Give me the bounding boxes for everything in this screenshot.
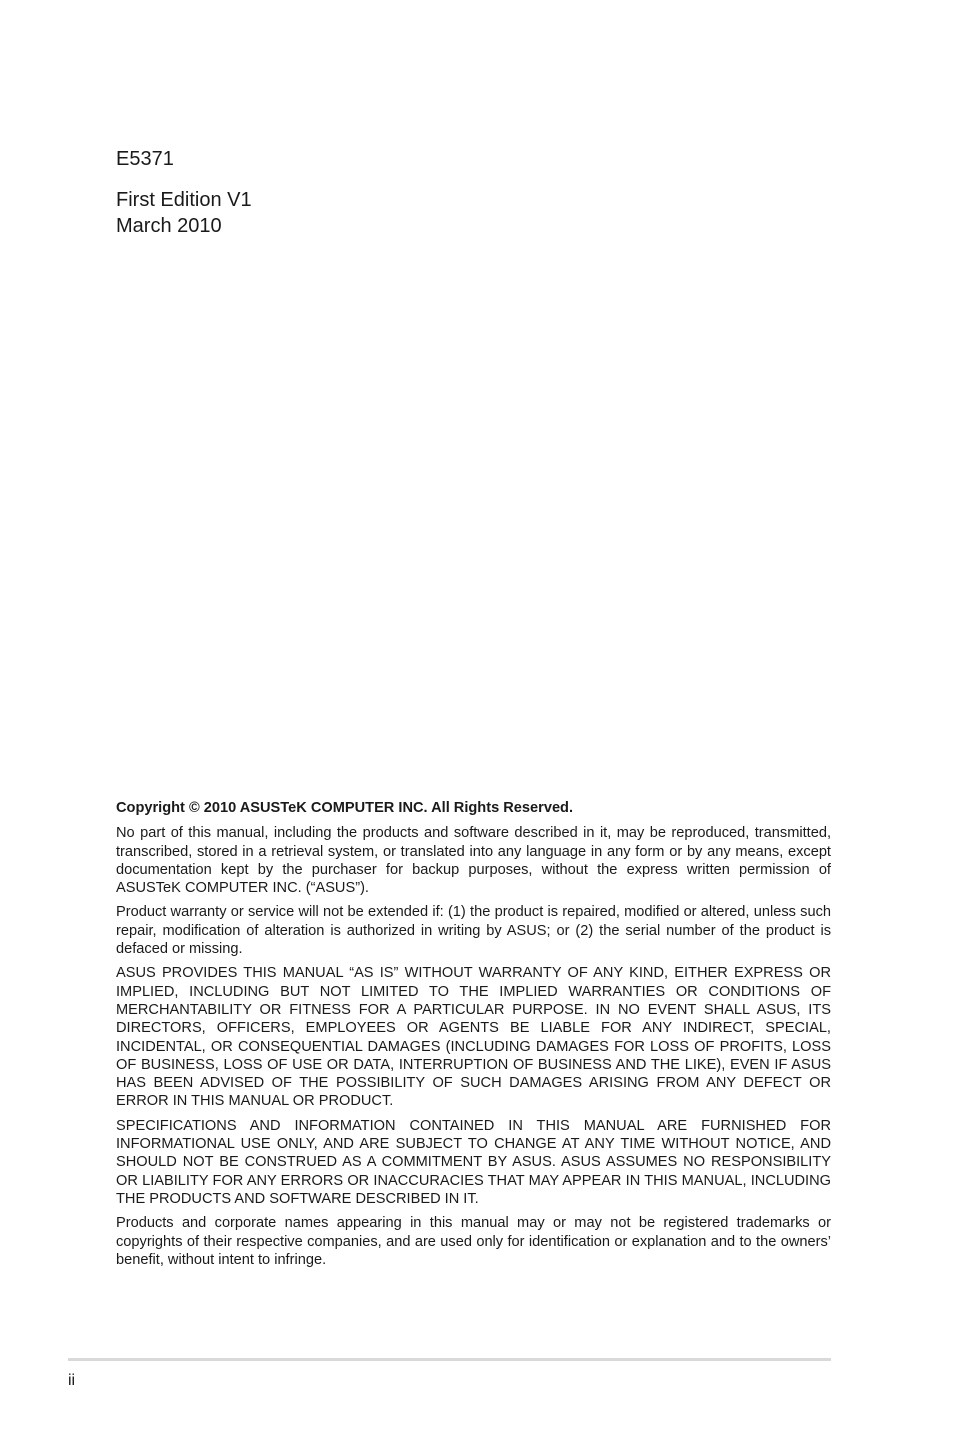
legal-paragraph-reproduction: No part of this manual, including the products and software described in it, may be reproduced, transmitted, transcribed, stored in a retrieval system, or translated into any language in any form or by any means, except documentation kept by the purchaser for backup purposes, without the express written permission of ASUSTeK COMPUTER INC. (“ASUS”). xyxy=(116,825,831,897)
model-number: E5371 xyxy=(116,148,174,170)
footer-divider xyxy=(68,1358,831,1361)
edition-info xyxy=(116,187,252,239)
legal-paragraph-specifications: SPECIFICATIONS AND INFORMATION CONTAINED IN THIS MANUAL ARE FURNISHED FOR INFORMATIONAL USE ONLY, AND ARE SUBJECT TO CHANGE AT ANY TIME WITHOUT NOTICE, AND SHOULD NOT BE CONSTRUED AS A COMMITMENT BY ASUS. ASUS ASSUMES NO RESPONSIBILITY OR LIABILITY FOR ANY ERRORS OR INACCURACIES THAT MAY APPEAR IN THIS MANUAL, INCLUDING THE PRODUCTS AND SOFTWARE DESCRIBED IN IT. xyxy=(116,1117,831,1207)
page-number: ii xyxy=(68,1372,76,1389)
legal-paragraph-disclaimer: ASUS PROVIDES THIS MANUAL “AS IS” WITHOUT WARRANTY OF ANY KIND, EITHER EXPRESS OR IMPLIED, INCLUDING BUT NOT LIMITED TO THE IMPLIED WARRANTIES OR CONDITIONS OF MERCHANTABILITY OR FITNESS FOR A PARTICULAR PURPOSE. IN NO EVENT SHALL ASUS, ITS DIRECTORS, OFFICERS, EMPLOYEES OR AGENTS BE LIABLE FOR ANY INDIRECT, SPECIAL, INCIDENTAL, OR CONSEQUENTIAL DAMAGES (INCLUDING DAMAGES FOR LOSS OF PROFITS, LOSS OF BUSINESS, LOSS OF USE OR DATA, INTERRUPTION OF BUSINESS AND THE LIKE), EVEN IF ASUS HAS BEEN ADVISED OF THE POSSIBILITY OF SUCH DAMAGES ARISING FROM ANY DEFECT OR ERROR IN THIS MANUAL OR PRODUCT. xyxy=(116,965,831,1110)
edition-date: March 2010 xyxy=(116,215,222,237)
copyright-line: Copyright © 2010 ASUSTeK COMPUTER INC. All Rights Reserved. xyxy=(116,800,574,816)
edition-label: First Edition V1 xyxy=(116,189,252,211)
legal-paragraph-trademarks: Products and corporate names appearing in this manual may or may not be registered trademarks or copyrights of their respective companies, and are used only for identification or explanation and to the owners’ benefit, without intent to infringe. xyxy=(116,1215,831,1268)
legal-paragraph-warranty: Product warranty or service will not be extended if: (1) the product is repaired, modified or altered, unless such repair, modification of alteration is authorized in writing by ASUS; or (2) the serial number of the product is defaced or missing. xyxy=(116,904,831,958)
legal-notice xyxy=(116,799,831,1275)
